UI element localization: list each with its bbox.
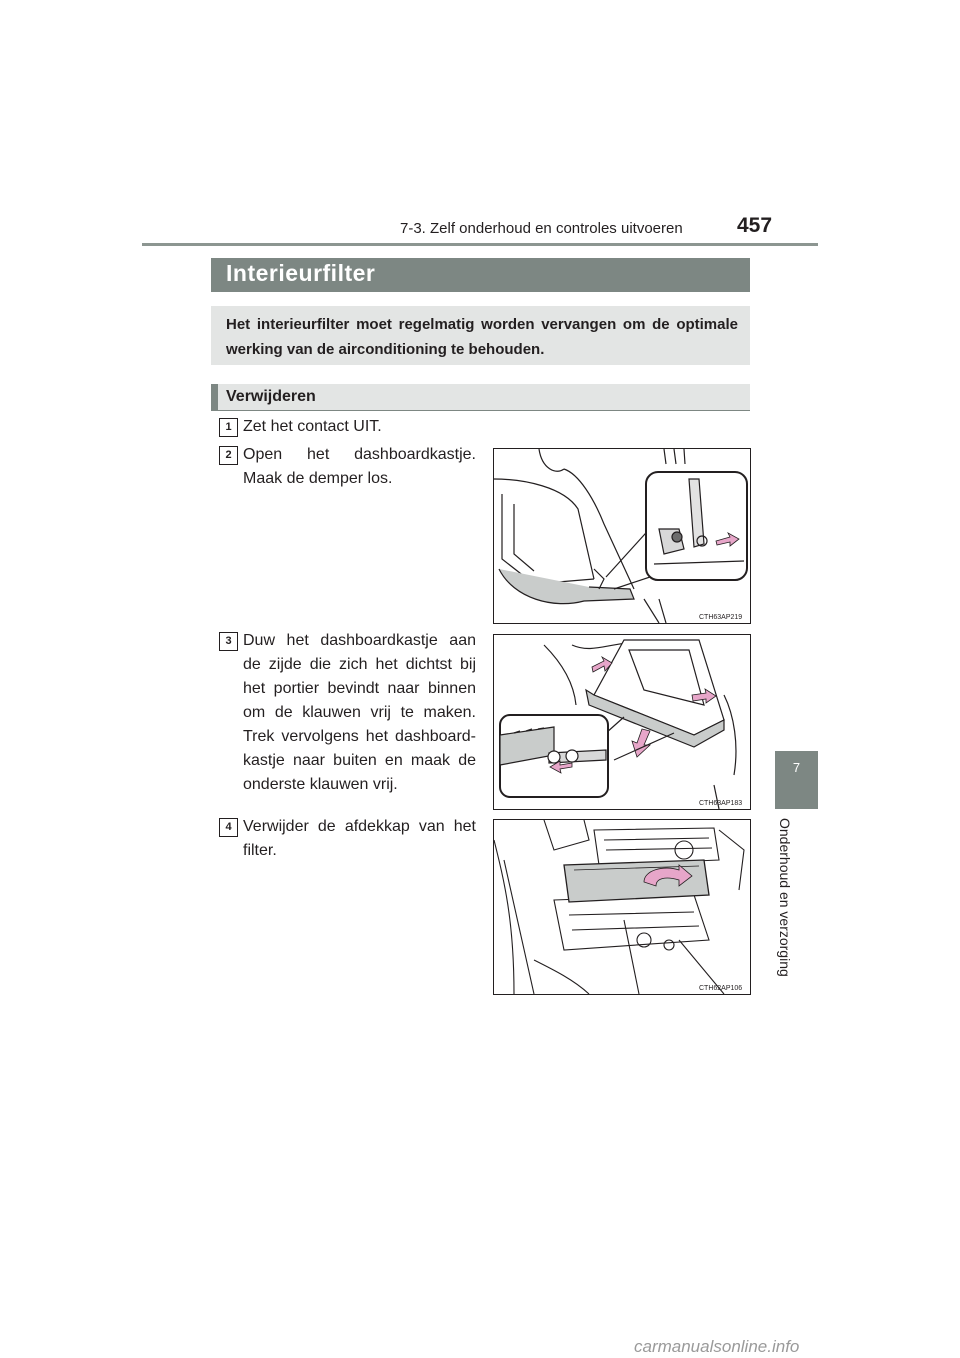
chapter-tab[interactable] <box>775 751 818 809</box>
step-number-1: 1 <box>219 418 238 437</box>
filter-cover-illustration <box>494 820 750 994</box>
step-text-3: Duw het dashboardkastje aan de zijde die zich het dichtst bij het portier bevindt naar binnen om de klauwen vrij te maken. Trek vervolgens het dashboard-kastje naar buiten en maak de onderste klauwen vrij. <box>243 632 476 793</box>
subsection-title: Verwijderen <box>226 388 316 405</box>
intro-text: Het interieurfilter moet regelmatig worden vervangen om de optimale werking van de airconditioning te behouden. <box>226 316 738 358</box>
subsection-accent <box>211 384 218 411</box>
figure-glovebox-claws <box>493 634 751 810</box>
step-number-2: 2 <box>219 446 238 465</box>
step-text-1: Zet het contact UIT. <box>243 418 382 435</box>
step-number-3: 3 <box>219 632 238 651</box>
glovebox-damper-illustration <box>494 449 750 623</box>
watermark: carmanualsonline.info <box>634 1337 800 1356</box>
figure-glovebox-damper <box>493 448 751 624</box>
chapter-title: Onderhoud en verzorging <box>777 818 793 977</box>
figure-code: CTH63AP183 <box>699 800 743 807</box>
step-number-4: 4 <box>219 818 238 837</box>
header-divider <box>142 243 818 246</box>
glovebox-claws-illustration <box>494 635 750 809</box>
figure-filter-cover <box>493 819 751 995</box>
section-title: Interieurfilter <box>226 260 376 286</box>
figure-code: CTH63AP219 <box>699 614 743 621</box>
chapter-number: 7 <box>792 760 801 775</box>
figure-code: CTH62AP106 <box>699 985 743 992</box>
arrow-down-icon <box>632 729 650 757</box>
header-section-title: 7-3. Zelf onderhoud en controles uitvoeren <box>400 220 683 237</box>
step-text-2: Open het dashboardkastje. Maak de demper los. <box>243 446 476 487</box>
page-number: 457 <box>737 214 773 237</box>
step-text-4: Verwijder de afdekkap van het filter. <box>243 818 476 859</box>
